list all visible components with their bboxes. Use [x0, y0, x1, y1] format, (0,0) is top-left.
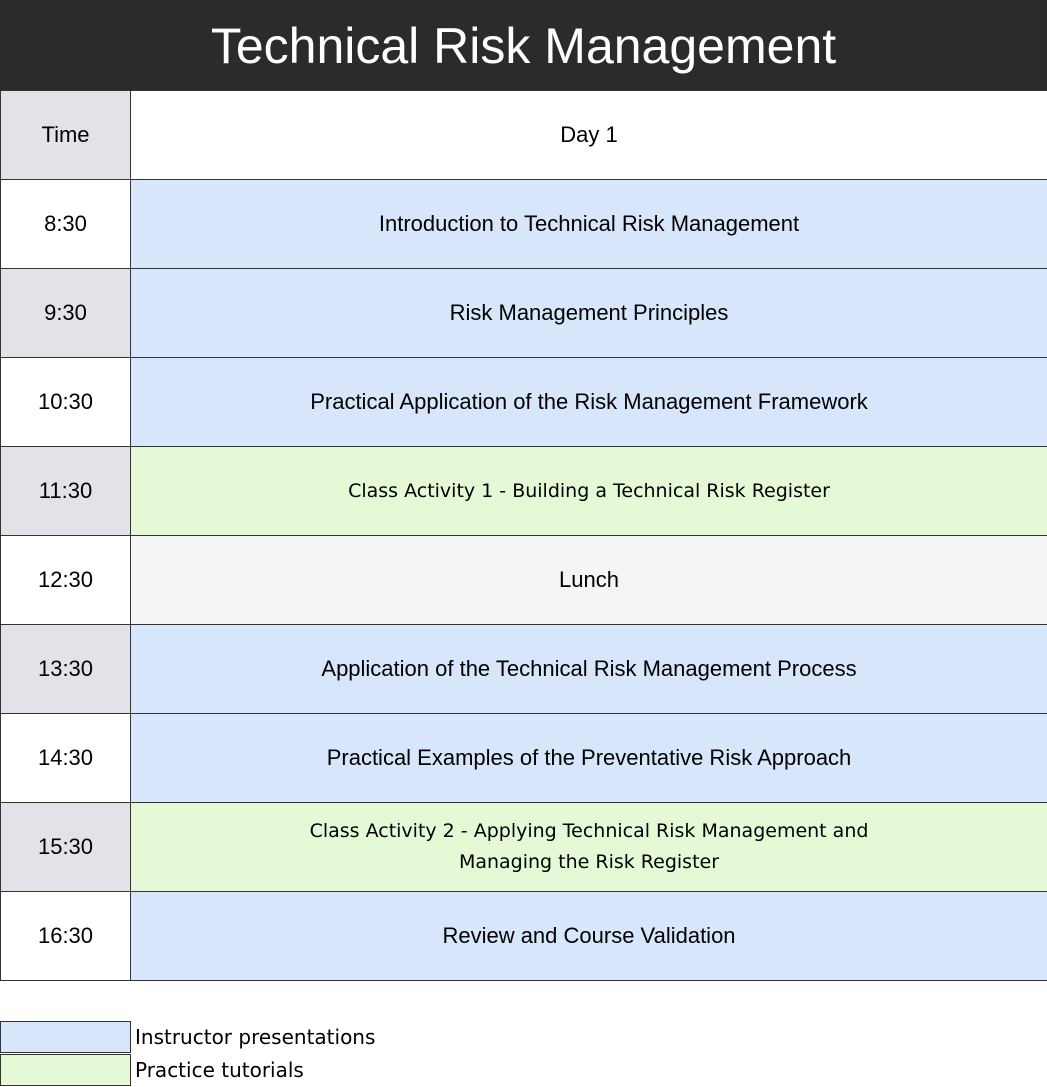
instructor-swatch	[0, 1021, 131, 1053]
session-cell: Practical Application of the Risk Management Framework	[131, 358, 1047, 447]
session-cell: Class Activity 1 - Building a Technical Risk Register	[131, 447, 1047, 536]
table-row	[1, 625, 1047, 714]
table-row	[1, 358, 1047, 447]
time-cell: 8:30	[1, 180, 131, 269]
time-cell: 16:30	[1, 892, 131, 981]
time-cell: 15:30	[1, 803, 131, 892]
session-cell: Lunch	[131, 536, 1047, 625]
session-cell: Application of the Technical Risk Management Process	[131, 625, 1047, 714]
session-cell: Review and Course Validation	[131, 892, 1047, 981]
session-cell	[131, 803, 1047, 892]
session-cell: Risk Management Principles	[131, 269, 1047, 358]
time-cell: 11:30	[1, 447, 131, 536]
legend-label: Instructor presentations	[135, 1024, 376, 1049]
legend-item-practice	[0, 1053, 1047, 1086]
session-line: Managing the Risk Register	[458, 851, 720, 873]
time-cell: 10:30	[1, 358, 131, 447]
table-row	[1, 803, 1047, 892]
table-row	[1, 892, 1047, 981]
day-column-header: Day 1	[131, 91, 1047, 180]
time-cell: 13:30	[1, 625, 131, 714]
session-line: Class Activity 2 - Applying Technical Risk Management and	[309, 820, 869, 842]
time-cell: 9:30	[1, 269, 131, 358]
table-row	[1, 269, 1047, 358]
time-cell: 14:30	[1, 714, 131, 803]
page-title: Technical Risk Management	[0, 0, 1047, 91]
table-row	[1, 714, 1047, 803]
schedule-table	[0, 90, 1047, 981]
session-cell: Practical Examples of the Preventative Risk Approach	[131, 714, 1047, 803]
table-row	[1, 447, 1047, 536]
time-column-header: Time	[1, 91, 131, 180]
legend	[0, 1020, 1047, 1086]
legend-item-instructor	[0, 1020, 1047, 1053]
table-row	[1, 536, 1047, 625]
header-row	[1, 91, 1047, 180]
table-row	[1, 180, 1047, 269]
session-cell: Introduction to Technical Risk Management	[131, 180, 1047, 269]
legend-label: Practice tutorials	[135, 1057, 304, 1082]
time-cell: 12:30	[1, 536, 131, 625]
practice-swatch	[0, 1054, 131, 1086]
